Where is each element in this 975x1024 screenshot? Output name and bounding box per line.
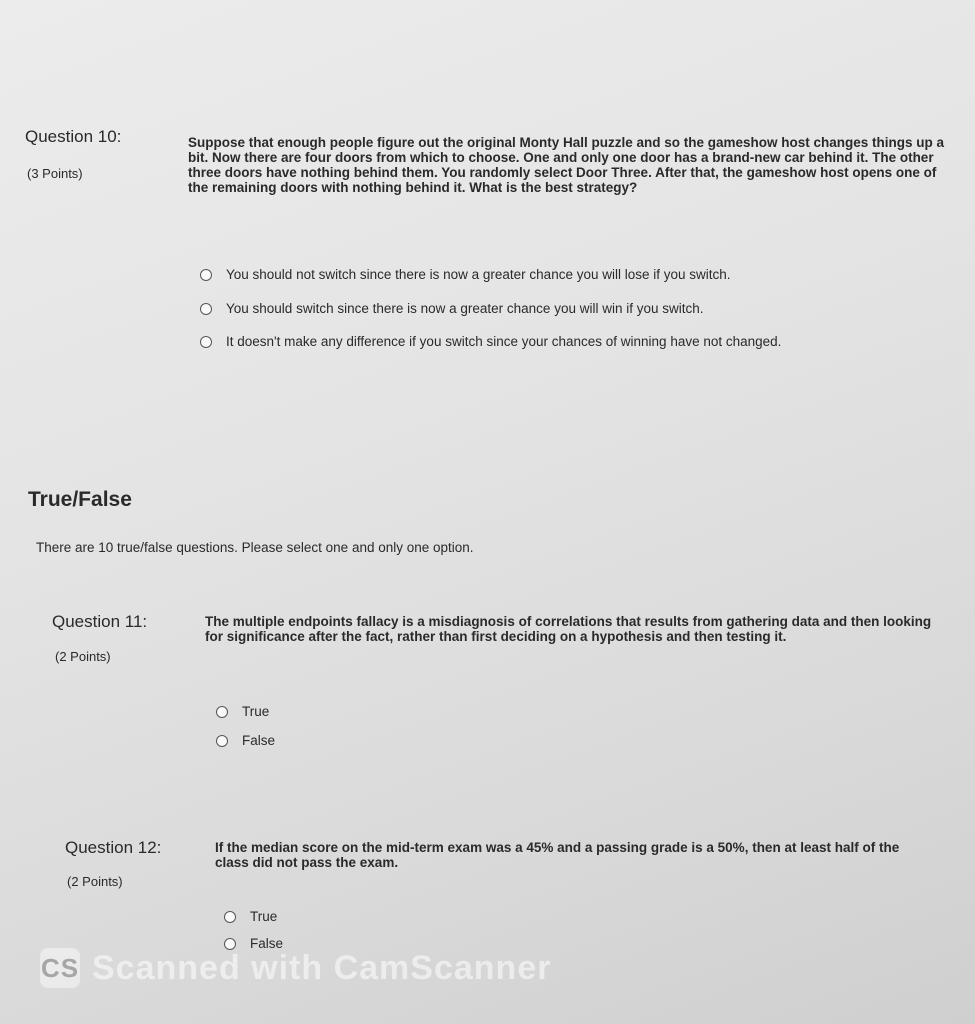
question-12-points: (2 Points) [67,874,123,889]
watermark-text: Scanned with CamScanner [92,948,552,987]
radio-button-icon[interactable] [216,706,228,718]
question-12-option-true[interactable] [224,909,277,924]
option-label: You should not switch since there is now a greater chance you will lose if you switch. [226,267,731,282]
radio-button-icon[interactable] [200,336,212,348]
radio-button-icon[interactable] [224,911,236,923]
option-label: True [250,909,278,924]
option-label: It doesn't make any difference if you switch since your chances of winning have not changed. [226,334,782,349]
radio-button-icon[interactable] [216,735,228,747]
question-10-points: (3 Points) [27,166,83,181]
question-11-text: The multiple endpoints fallacy is a misdiagnosis of correlations that results from gathering data and then looking for significance after the fact, rather than first deciding on a hypothesis and then testing it. [205,614,932,644]
camscanner-logo-icon: CS [40,948,80,988]
option-label: You should switch since there is now a greater chance you will win if you switch. [226,301,704,316]
radio-button-icon[interactable] [200,269,212,281]
question-11-points: (2 Points) [55,649,111,664]
option-label: False [250,936,284,951]
option-label: True [242,704,270,719]
question-12-label: Question 12: [65,838,162,857]
question-10-option-1[interactable] [200,267,731,282]
question-10-label: Question 10: [25,127,122,146]
question-10-text: Suppose that enough people figure out the original Monty Hall puzzle and so the gameshow host changes things up a bit. Now there are four doors from which to choose. One and only one door has a brand-new car behind it. The other three doors have nothing behind them. You randomly select Door Three. After that, the gameshow host opens one of the remaining doors with nothing behind it. What is the best strategy? [188,135,945,195]
section-description: There are 10 true/false questions. Please select one and only one option. [36,540,474,555]
question-11-label: Question 11: [52,612,148,631]
question-10-option-2[interactable] [200,301,704,316]
radio-button-icon[interactable] [200,303,212,315]
question-11-option-false[interactable] [216,733,275,748]
section-title: True/False [28,488,132,511]
option-label: False [242,733,276,748]
question-11-option-true[interactable] [216,704,269,719]
question-12-text: If the median score on the mid-term exam was a 45% and a passing grade is a 50%, then at least half of the class did not pass the exam. [215,840,900,870]
camscanner-watermark [40,948,551,988]
question-10-option-3[interactable] [200,334,781,349]
